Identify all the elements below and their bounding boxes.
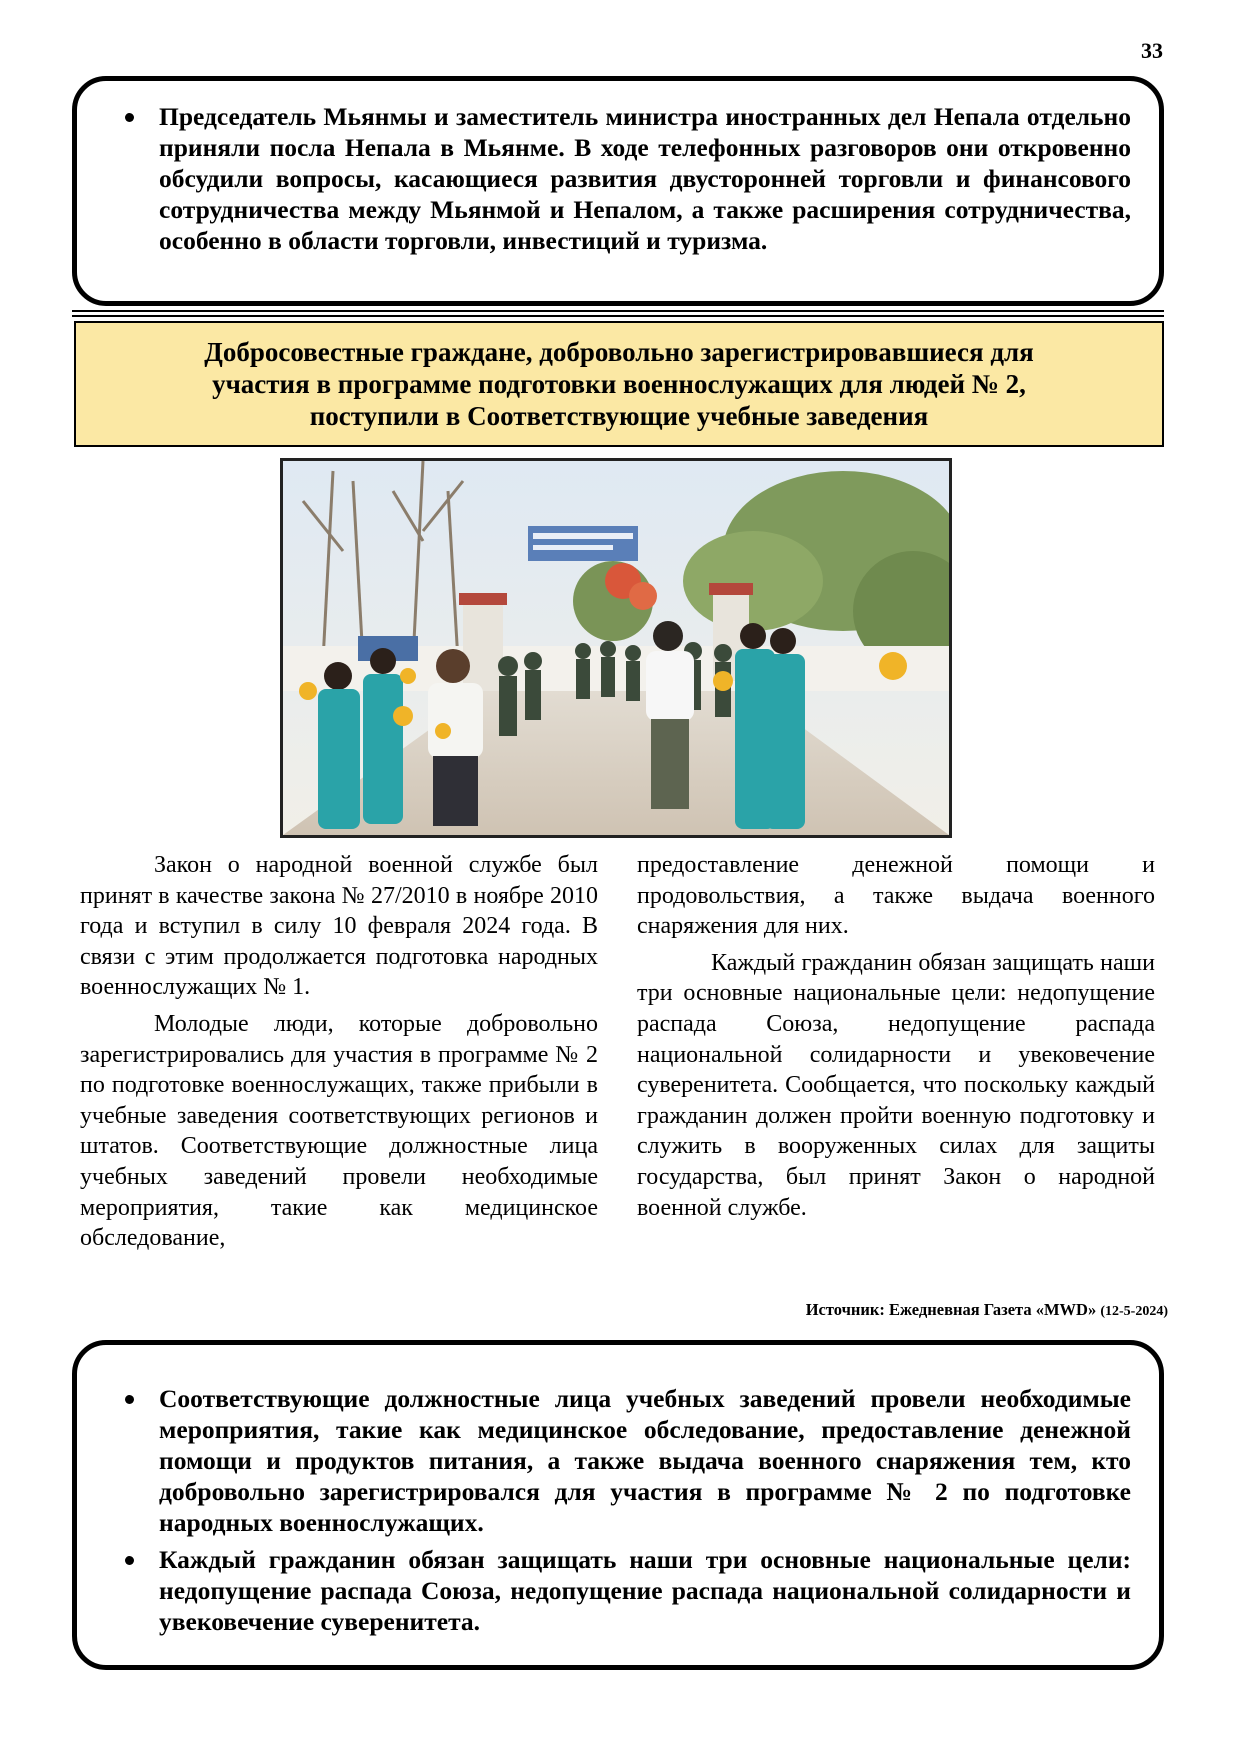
bottom-summary-list (117, 1383, 1131, 1637)
headline-line-1: Добросовестные граждане, добровольно зарегистрировавшиеся для (204, 337, 1034, 367)
bullet-icon (125, 1556, 134, 1565)
section-divider (72, 310, 1164, 317)
bottom-summary-item (117, 1383, 1131, 1538)
source-credit (806, 1300, 1168, 1320)
headline-box (74, 321, 1164, 447)
article-headline (204, 336, 1034, 432)
top-summary-list (117, 101, 1131, 256)
bullet-icon (125, 113, 134, 122)
headline-line-3: поступили в Соответствующие учебные заведения (309, 401, 929, 431)
page-number: 33 (1141, 38, 1163, 63)
bullet-icon (125, 1395, 134, 1404)
bottom-summary-text: Соответствующие должностные лица учебных заведений провели необходимые мероприятия, такие как медицинское обследование, предоставление денежной помощи и продуктов питания, а также выдача военного снаряжения тем, кто добровольно зарегистрировался для участия в программе № 2 по подготовке народных военнослужащих. (159, 1384, 1131, 1537)
photo-recruits-welcomed-with-flowers-icon (283, 461, 949, 835)
top-summary-text: Председатель Мьянмы и заместитель министра иностранных дел Непала отдельно приняли посла Непала в Мьянме. В ходе телефонных разговоров они откровенно обсудили вопросы, касающиеся развития двусторонней торговли и финансового сотрудничества между Мьянмой и Непалом, а также расширения сотрудничества, особенно в области торговли, инвестиций и туризма. (159, 102, 1131, 255)
article-paragraph-continued: предоставление денежной помощи и продовольствия, а также выдача военного снаряжения для них. (637, 852, 1155, 940)
article-paragraph: Закон о народной военной службе был принят в качестве закона № 27/2010 в ноябре 2010 года и вступил в силу 10 февраля 2024 года. В связи с этим продолжается подготовка народных военнослужащих № 1. (80, 852, 598, 1001)
source-label: Источник: Ежедневная Газета «MWD» (805, 1300, 1097, 1319)
bottom-summary-box (72, 1340, 1164, 1670)
top-summary-item (117, 101, 1131, 256)
article-paragraph: Молодые люди, которые добровольно зарегистрировались для участия в программе № 2 по подготовке военнослужащих, также прибыли в учебные заведения соответствующих регионов и штатов. Соответствующие должностные лица учебных заведений провели необходимые мероприятия, такие как медицинское обследование, (80, 1010, 598, 1252)
article-paragraph: Каждый гражданин обязан защищать наши три основные национальные цели: недопущение распада Союза, недопущение распада национальной солидарности и увековечение суверенитета. Сообщается, что поскольку каждый гражданин должен пройти военную подготовку и служить в вооруженных силах для защиты государства, был принят Закон о народной военной службе. (637, 949, 1155, 1221)
headline-line-2: участия в программе подготовки военнослужащих для людей № 2, (212, 369, 1026, 399)
bottom-summary-item (117, 1544, 1131, 1637)
article-photo (280, 458, 952, 838)
source-date: (12-5-2024) (1100, 1304, 1168, 1319)
article-column-left (80, 850, 598, 1260)
top-summary-box (72, 76, 1164, 306)
article-column-right (637, 850, 1155, 1229)
bottom-summary-text: Каждый гражданин обязан защищать наши три основные национальные цели: недопущение распада Союза, недопущение распада национальной солидарности и увековечение суверенитета. (159, 1545, 1131, 1636)
